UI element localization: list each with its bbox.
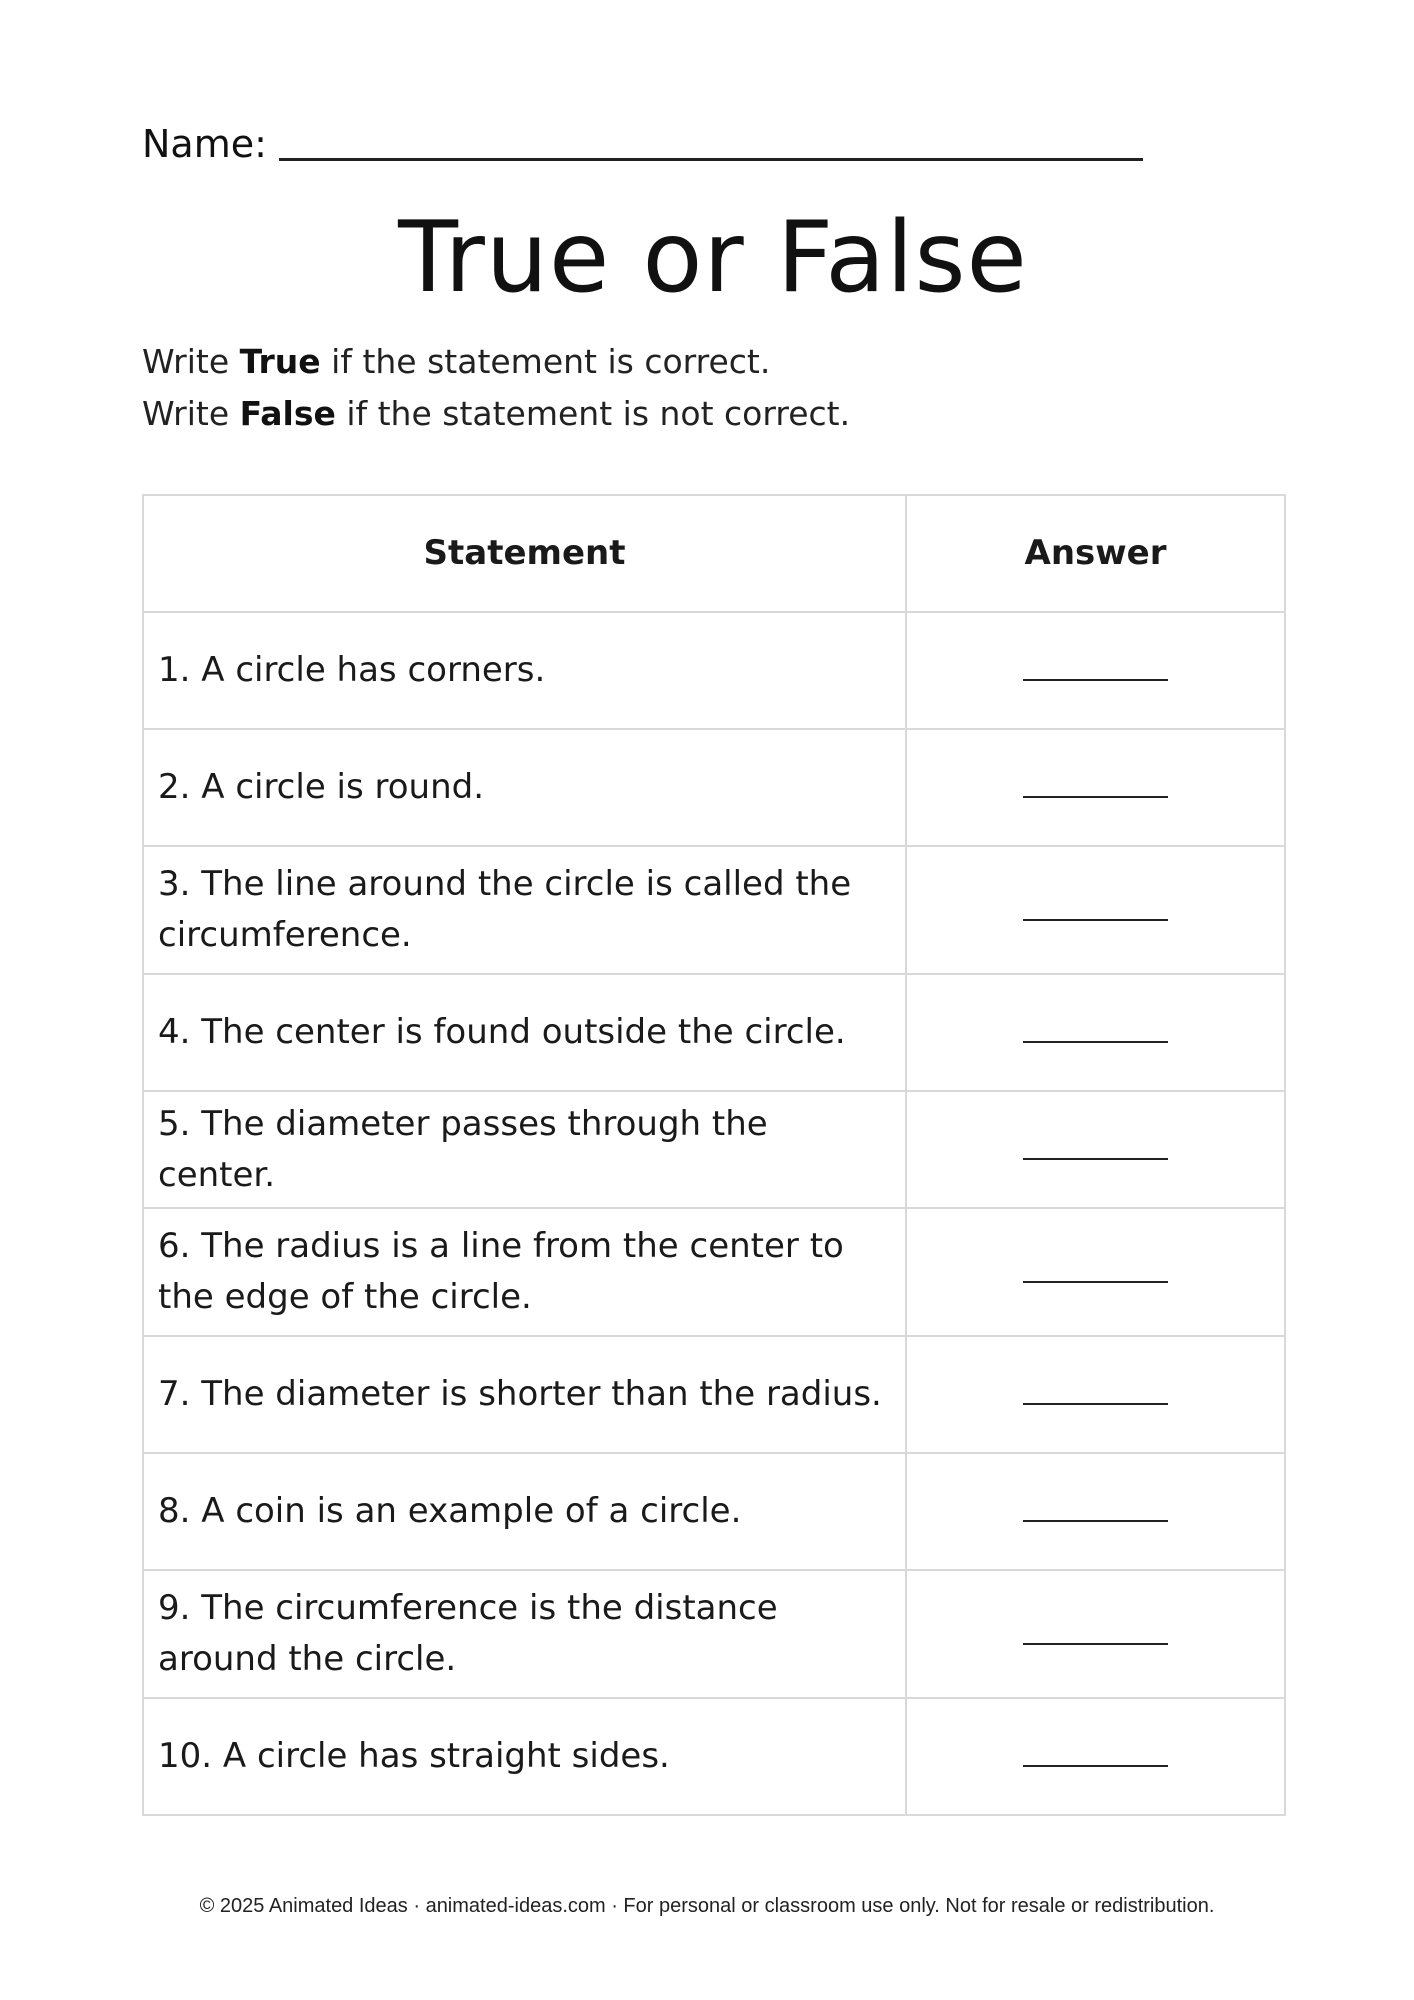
- table-row: [143, 1336, 1285, 1453]
- statement-cell: 1. A circle has corners.: [143, 612, 906, 729]
- instruction-true-prefix: Write: [142, 342, 240, 381]
- instruction-false-prefix: Write: [142, 394, 240, 433]
- answer-column-header: Answer: [906, 495, 1285, 612]
- table-header-row: [143, 495, 1285, 612]
- instruction-true-keyword: True: [239, 342, 321, 381]
- statement-cell: 6. The radius is a line from the center to the edge of the circle.: [143, 1208, 906, 1336]
- table-row: [143, 846, 1285, 974]
- answer-blank[interactable]: [1023, 671, 1168, 681]
- answer-blank[interactable]: [1023, 1635, 1168, 1645]
- statement-cell: 9. The circumference is the distance around the circle.: [143, 1570, 906, 1698]
- statement-cell: 10. A circle has straight sides.: [143, 1698, 906, 1815]
- answer-cell: [906, 1208, 1285, 1336]
- instruction-false: [142, 388, 850, 440]
- answer-cell: [906, 1570, 1285, 1698]
- statement-cell: 8. A coin is an example of a circle.: [143, 1453, 906, 1570]
- answer-blank[interactable]: [1023, 1512, 1168, 1522]
- instruction-false-suffix: if the statement is not correct.: [335, 394, 851, 433]
- name-field[interactable]: [279, 118, 1143, 161]
- table-row: [143, 1453, 1285, 1570]
- statement-cell: 5. The diameter passes through the center.: [143, 1091, 906, 1208]
- answer-blank[interactable]: [1023, 1033, 1168, 1043]
- table-row: [143, 1570, 1285, 1698]
- page-title: True or False: [398, 201, 1028, 315]
- copyright-footer: © 2025 Animated Ideas · animated-ideas.com · For personal or classroom use only. Not for resale or redistribution.: [199, 1895, 1215, 1917]
- answer-blank[interactable]: [1023, 1150, 1168, 1160]
- answer-blank[interactable]: [1023, 1757, 1168, 1767]
- answer-cell: [906, 1091, 1285, 1208]
- answer-blank[interactable]: [1023, 788, 1168, 798]
- statement-column-header: Statement: [143, 495, 906, 612]
- answer-cell: [906, 1336, 1285, 1453]
- answer-cell: [906, 846, 1285, 974]
- table-row: [143, 1698, 1285, 1815]
- statement-cell: 4. The center is found outside the circle.: [143, 974, 906, 1091]
- answer-cell: [906, 1453, 1285, 1570]
- table-row: [143, 612, 1285, 729]
- statements-table: [142, 494, 1286, 1816]
- answer-blank[interactable]: [1023, 1273, 1168, 1283]
- instruction-true: [142, 336, 850, 388]
- table-row: [143, 1208, 1285, 1336]
- instructions: [142, 336, 850, 440]
- answer-cell: [906, 612, 1285, 729]
- name-line: [142, 114, 1143, 170]
- table-row: [143, 729, 1285, 846]
- table-row: [143, 1091, 1285, 1208]
- name-label: Name:: [142, 122, 267, 166]
- answer-blank[interactable]: [1023, 911, 1168, 921]
- answer-cell: [906, 1698, 1285, 1815]
- answer-cell: [906, 974, 1285, 1091]
- instruction-false-keyword: False: [239, 394, 336, 433]
- answer-cell: [906, 729, 1285, 846]
- statement-cell: 2. A circle is round.: [143, 729, 906, 846]
- statement-cell: 7. The diameter is shorter than the radius.: [143, 1336, 906, 1453]
- statement-cell: 3. The line around the circle is called the circumference.: [143, 846, 906, 974]
- table-row: [143, 974, 1285, 1091]
- instruction-true-suffix: if the statement is correct.: [320, 342, 771, 381]
- answer-blank[interactable]: [1023, 1395, 1168, 1405]
